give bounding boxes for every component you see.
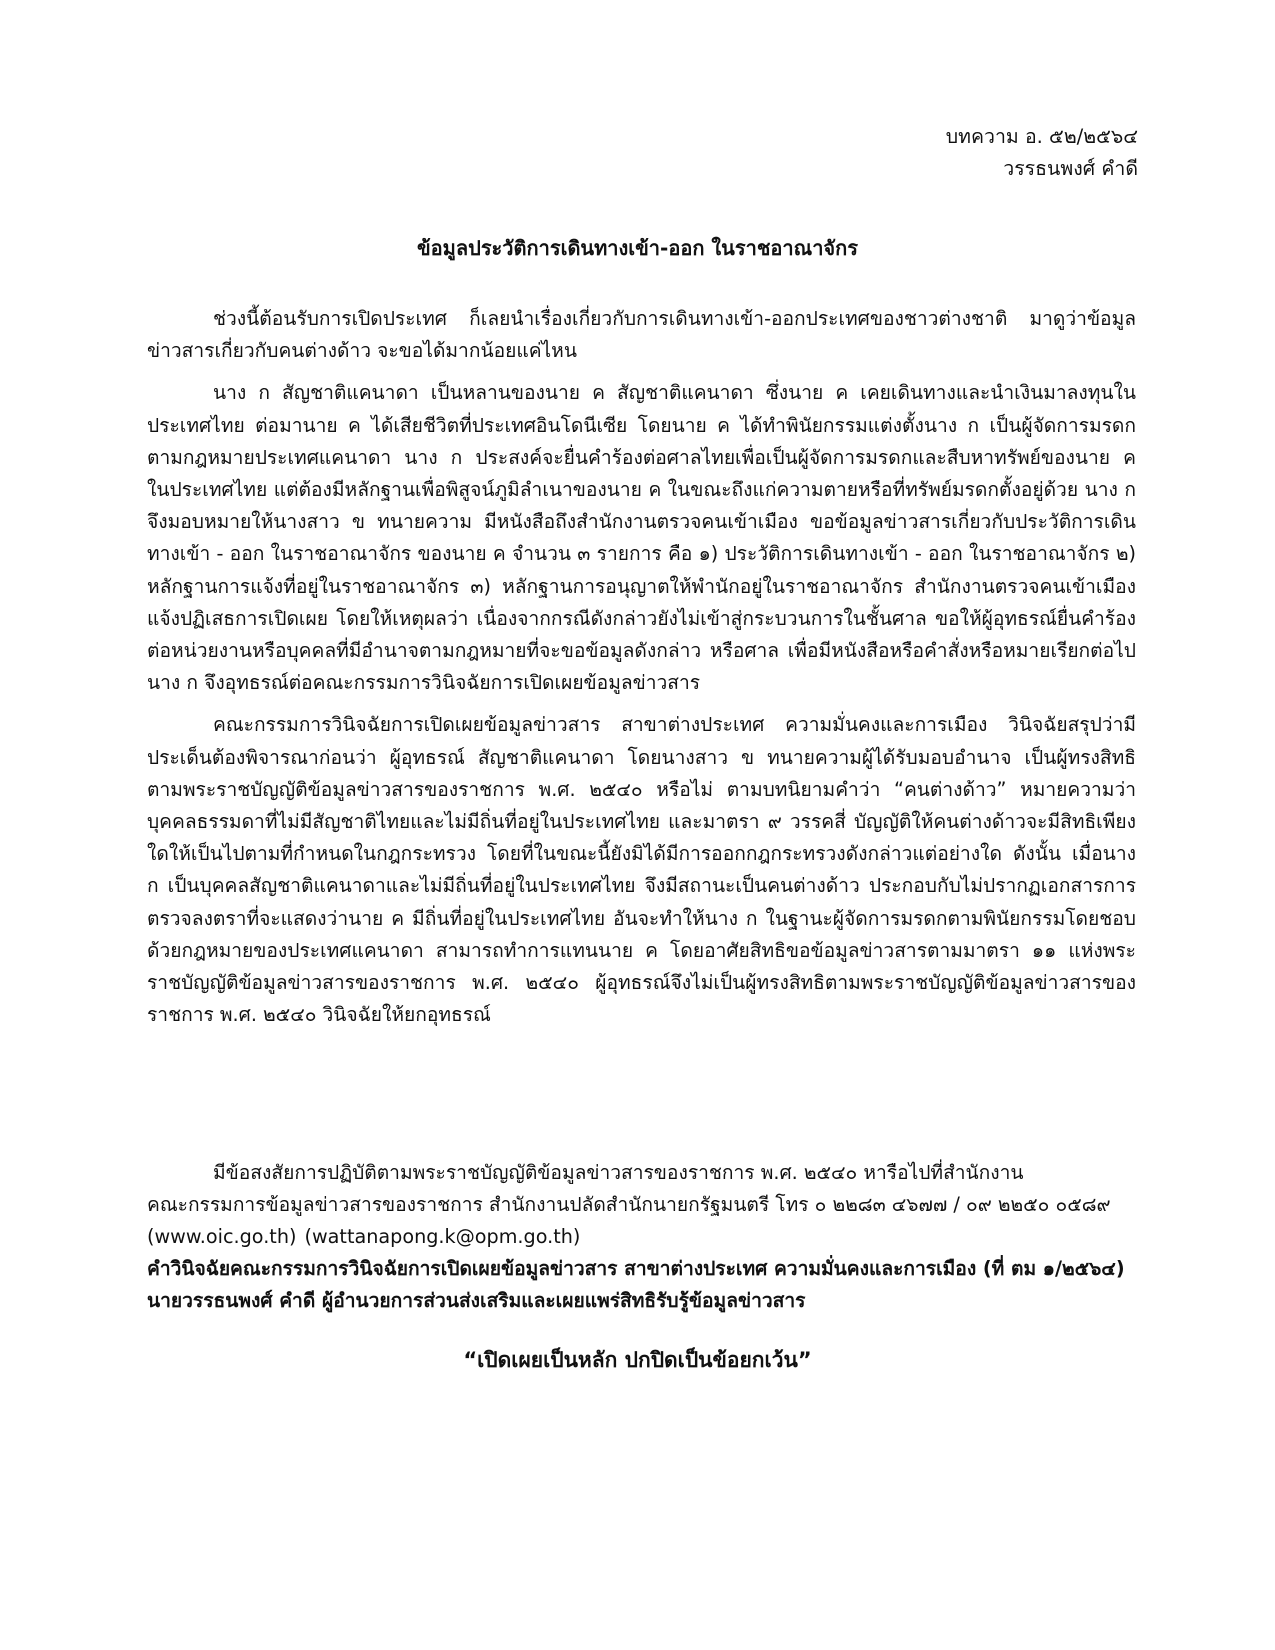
motto: “เปิดเผยเป็นหลัก ปกปิดเป็นข้อยกเว้น” [463, 1348, 812, 1372]
email-link[interactable]: (wattanapong.k@opm.go.th) [304, 1225, 581, 1249]
ruling-reference: คำวินิจฉัยคณะกรรมการวินิจฉัยการเปิดเผยข้อมูลข่าวสาร สาขาต่างประเทศ ความมั่นคงและการเมือง (ที่ ตม ๑/๒๕๖๔) [147, 1257, 1125, 1280]
paragraph-case-facts: นาง ก สัญชาติแคนาดา เป็นหลานของนาย ค สัญชาติแคนาดา ซึ่งนาย ค เคยเดินทางและนำเงินมาลงทุนในประเทศไทย ต่อมานาย ค ได้เสียชีวิตที่ประเทศอินโดนีเซีย โดยนาย ค ได้ทำพินัยกรรมแต่งตั้งนาง ก เป็นผู้จัดการมรดกตามกฎหมายประเทศแคนาดา นาง ก ประสงค์จะยื่นคำร้องต่อศาลไทยเพื่อเป็นผู้จัดการมรดกและสืบหาทรัพย์ของนาย ค ในประเทศไทย แต่ต้องมีหลักฐานเพื่อพิสูจน์ภูมิลำเนาของนาย ค ในขณะถึงแก่ความตายหรือที่ทรัพย์มรดกตั้งอยู่ด้วย นาง ก จึงมอบหมายให้นางสาว ข ทนายความ มีหนังสือถึงสำนักงานตรวจคนเข้าเมือง ขอข้อมูลข่าวสารเกี่ยวกับประวัติการเดินทางเข้า - ออก ในราชอาณาจักร ของนาย ค จำนวน ๓ รายการ คือ ๑) ประวัติการเดินทางเข้า - ออก ในราชอาณาจักร ๒) หลักฐานการแจ้งที่อยู่ในราชอาณาจักร ๓) หลักฐานการอนุญาตให้พำนักอยู่ในราชอาณาจักร สำนักงานตรวจคนเข้าเมือง แจ้งปฏิเสธการเปิดเผย โดยให้เหตุผลว่า เนื่องจากกรณีดังกล่าวยังไม่เข้าสู่กระบวนการในชั้นศาล ขอให้ผู้อุทธรณ์ยื่นคำร้องต่อหน่วยงานหรือบุคคลที่มีอำนาจตามกฎหมายที่จะขอข้อมูลดังกล่าว หรือศาล เพื่อมีหนังสือหรือคำสั่งหรือหมายเรียกต่อไป นาง ก จึงอุทธรณ์ต่อคณะกรรมการวินิจฉัยการเปิดเผยข้อมูลข่าวสาร [147, 381, 1136, 695]
contact-line-2: คณะกรรมการข้อมูลข่าวสารของราชการ สำนักงานปลัดสำนักนายกรัฐมนตรี โทร ๐ ๒๒๘๓ ๔๖๗๗ / ๐๙ ๒๒๕๐ ๐๕๘๙ [147, 1193, 1111, 1217]
contact-info [147, 1157, 1136, 1254]
ruling-author: นายวรรธนพงศ์ คำดี ผู้อำนวยการส่วนส่งเสริมและเผยแพร่สิทธิรับรู้ข้อมูลข่าวสาร [147, 1289, 806, 1313]
contact-line-1: มีข้อสงสัยการปฏิบัติตามพระราชบัญญัติข้อมูลข่าวสารของราชการ พ.ศ. ๒๕๔๐ หารือไปที่สำนักงาน [213, 1161, 1024, 1184]
ruling-citation [147, 1253, 1136, 1317]
article-header [946, 121, 1138, 185]
paragraph-intro: ช่วงนี้ต้อนรับการเปิดประเทศ ก็เลยนำเรื่องเกี่ยวกับการเดินทางเข้า-ออกประเทศของชาวต่างชาติ มาดูว่าข้อมูลข่าวสารเกี่ยวกับคนต่างด้าว จะขอได้มากน้อยแค่ไหน [147, 307, 1136, 363]
website-link[interactable]: (www.oic.go.th) [147, 1225, 297, 1249]
article-title: ข้อมูลประวัติการเดินทางเข้า-ออก ในราชอาณาจักร [417, 236, 858, 260]
article-author: วรรธนพงศ์ คำดี [1003, 157, 1138, 180]
paragraph-committee-ruling: คณะกรรมการวินิจฉัยการเปิดเผยข้อมูลข่าวสาร สาขาต่างประเทศ ความมั่นคงและการเมือง วินิจฉัยสรุปว่ามีประเด็นต้องพิจารณาก่อนว่า ผู้อุทธรณ์ สัญชาติแคนาดา โดยนางสาว ข ทนายความผู้ได้รับมอบอำนาจ เป็นผู้ทรงสิทธิตามพระราชบัญญัติข้อมูลข่าวสารของราชการ พ.ศ. ๒๕๔๐ หรือไม่ ตามบทนิยามคำว่า “คนต่างด้าว” หมายความว่า บุคคลธรรมดาที่ไม่มีสัญชาติไทยและไม่มีถิ่นที่อยู่ในประเทศไทย และมาตรา ๙ วรรคสี่ บัญญัติให้คนต่างด้าวจะมีสิทธิเพียงใดให้เป็นไปตามที่กำหนดในกฎกระทรวง โดยที่ในขณะนี้ยังมิได้มีการออกกฎกระทรวงดังกล่าวแต่อย่างใด ดังนั้น เมื่อนาง ก เป็นบุคคลสัญชาติแคนาดาและไม่มีถิ่นที่อยู่ในประเทศไทย จึงมีสถานะเป็นคนต่างด้าว ประกอบกับไม่ปรากฏเอกสารการตรวจลงตราที่จะแสดงว่านาย ค มีถิ่นที่อยู่ในประเทศไทย อันจะทำให้นาง ก ในฐานะผู้จัดการมรดกตามพินัยกรรมโดยชอบด้วยกฎหมายของประเทศแคนาดา สามารถทำการแทนนาย ค โดยอาศัยสิทธิขอข้อมูลข่าวสารตามมาตรา ๑๑ แห่งพระราชบัญญัติข้อมูลข่าวสารของราชการ พ.ศ. ๒๕๔๐ ผู้อุทธรณ์จึงไม่เป็นผู้ทรงสิทธิตามพระราชบัญญัติข้อมูลข่าวสารของราชการ พ.ศ. ๒๕๔๐ วินิจฉัยให้ยกอุทธรณ์ [147, 713, 1136, 1027]
article-reference: บทความ อ. ๕๒/๒๕๖๔ [945, 125, 1138, 148]
contact-links [147, 1221, 1136, 1253]
article-body [147, 303, 1136, 1031]
